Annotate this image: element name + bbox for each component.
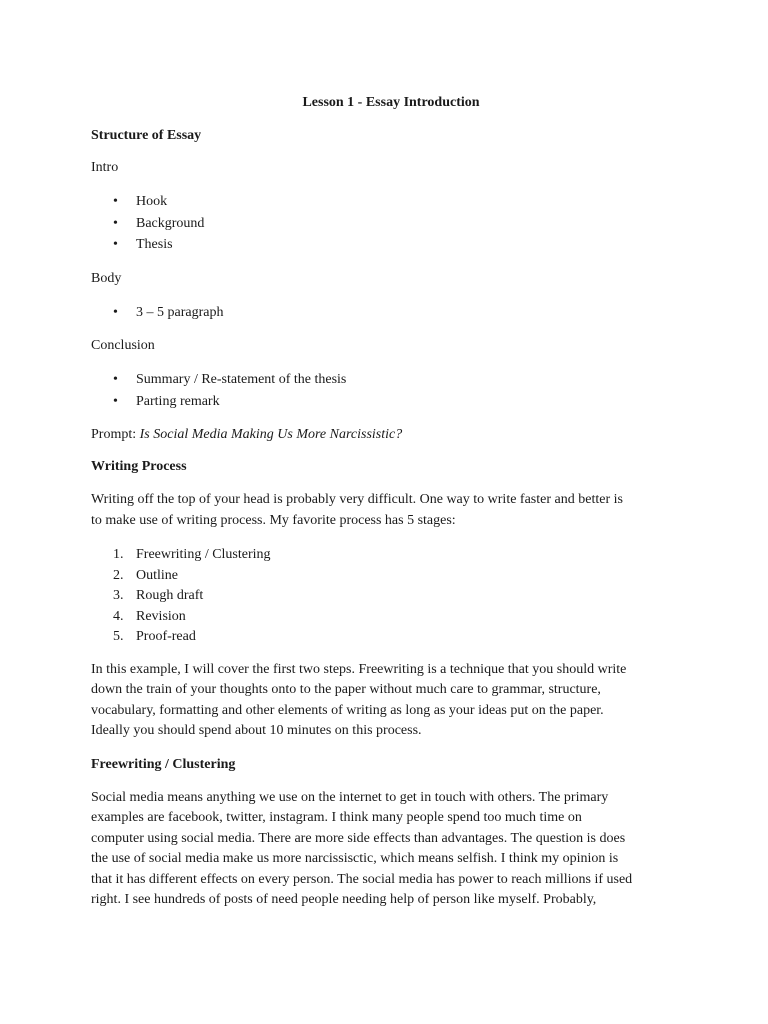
intro-list [91, 191, 691, 256]
freewriting-paragraph: Social media means anything we use on the internet to get in touch with others. The primary examples are facebook, twitter, instagram. I think many people spend too much time on computer using social media. There are more side effects than advantages. The question is does the use of social media make us more narcissisctic, which means selfish. I think my opinion is that it has different effects on every person. The social media has power to reach millions if used right. I see hundreds of posts of need people needing help of person like myself. Probably, [91, 789, 633, 907]
list-item: 5. Proof-read [113, 629, 196, 644]
list-item: • Parting remark [91, 391, 691, 413]
list-item: • Hook [91, 191, 691, 213]
bullet-icon: • [113, 237, 118, 252]
list-item: • Background [91, 213, 691, 235]
process-steps-list [91, 545, 691, 648]
bullet-icon: • [113, 393, 118, 409]
writing-process-intro: Writing off the top of your head is probably very difficult. One way to write faster and better is to make use of writing process. My favorite process has 5 stages: [91, 492, 623, 528]
structure-heading: Structure of Essay [91, 128, 202, 143]
bullet-icon: • [113, 372, 118, 387]
list-item: • Summary / Re-statement of the thesis [91, 369, 691, 391]
body-list [91, 302, 691, 324]
bullet-icon: • [113, 194, 118, 209]
writing-process-heading: Writing Process [91, 459, 187, 474]
list-item: 4. Revision [113, 608, 186, 624]
prompt-line [91, 426, 691, 444]
prompt-label: Prompt: [91, 427, 137, 442]
list-item: • 3 – 5 paragraph [91, 302, 691, 324]
body-label: Body [91, 270, 122, 286]
document-page [91, 94, 691, 925]
bullet-icon: • [113, 304, 118, 320]
writing-process-explanation: In this example, I will cover the first two steps. Freewriting is a technique that you should write down the train of your thoughts onto to the paper without much care to grammar, structure, vocabulary, formatting and other elements of writing as long as your ideas put on the paper. Ideally you should spend about 10 minutes on this process. [91, 661, 627, 738]
list-item: • Thesis [91, 234, 691, 256]
list-item: 2. Outline [113, 567, 178, 583]
intro-label: Intro [91, 160, 119, 175]
list-item: 3. Rough draft [113, 588, 204, 603]
list-item: 1. Freewriting / Clustering [113, 547, 271, 562]
freewriting-heading: Freewriting / Clustering [91, 756, 236, 772]
document-title: Lesson 1 - Essay Introduction [302, 95, 480, 110]
conclusion-label: Conclusion [91, 338, 155, 353]
conclusion-list [91, 369, 691, 412]
bullet-icon: • [113, 215, 118, 231]
prompt-text: Is Social Media Making Us More Narcissistic? [139, 427, 403, 442]
